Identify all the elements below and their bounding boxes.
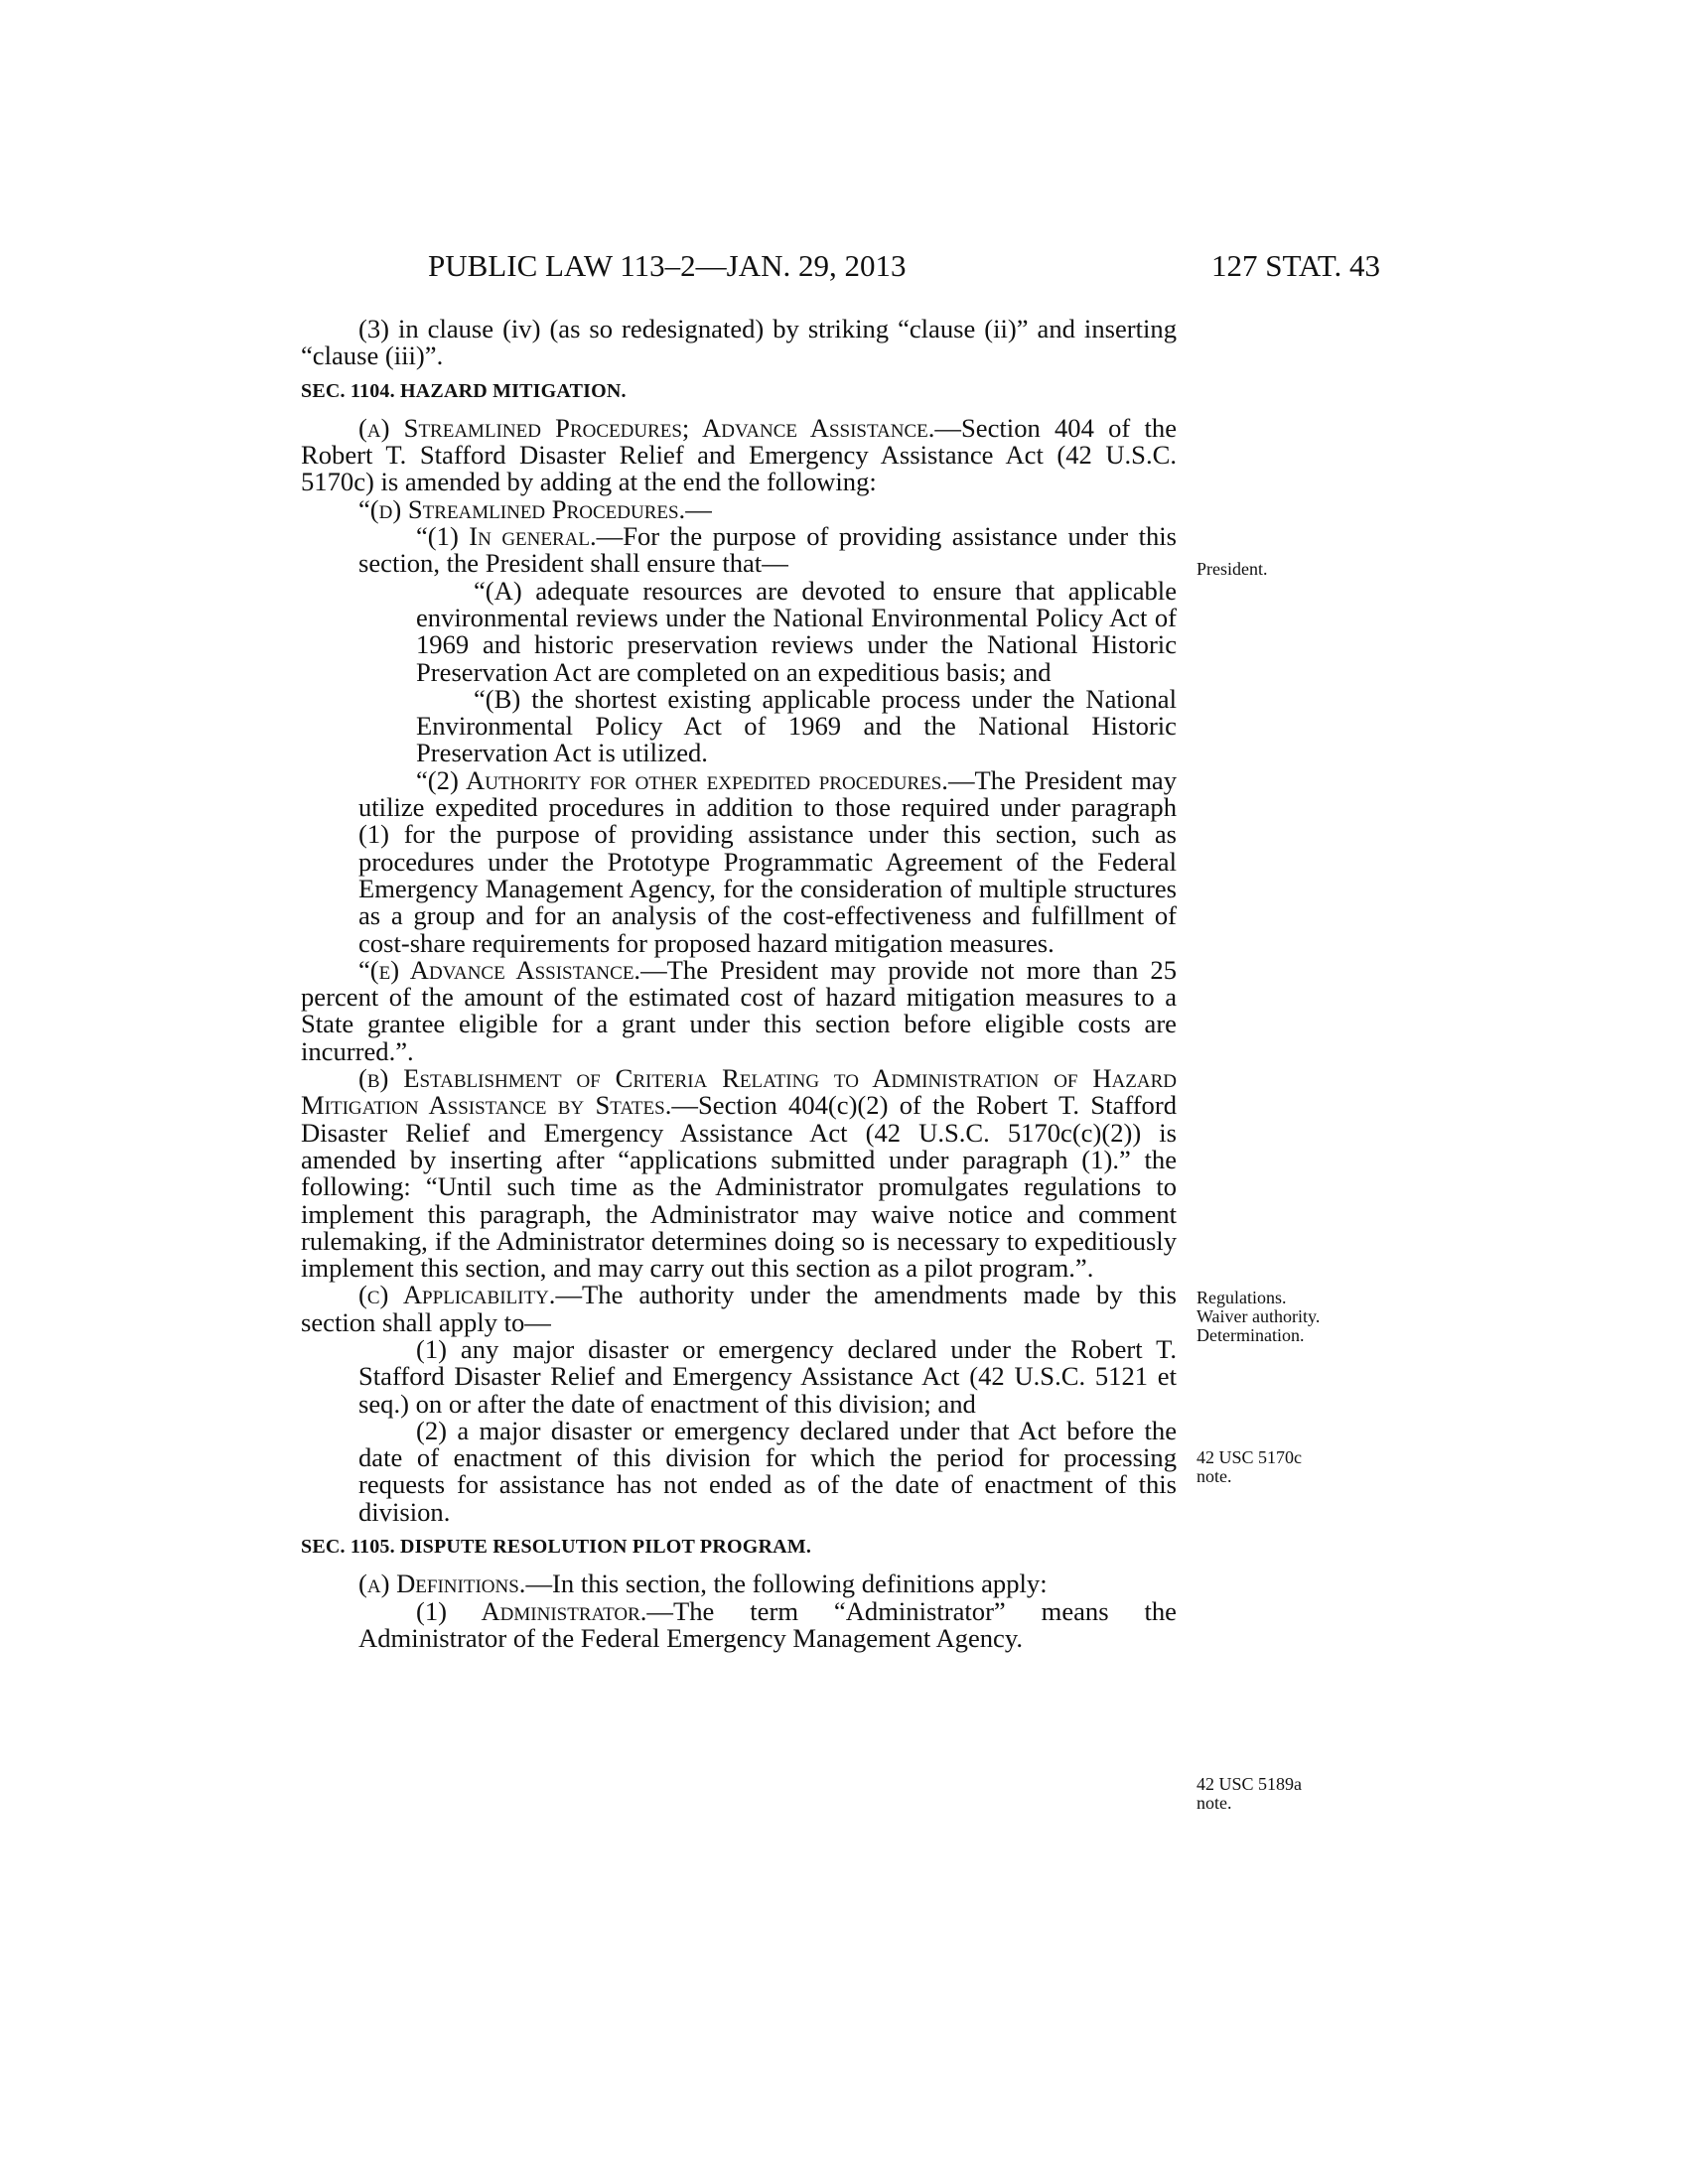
paragraph-d1	[301, 523, 1177, 578]
subsection-b-text: —Section 404(c)(2) of the Robert T. Stafford Disaster Relief and Emergency Assistance Act (42 U.S.C. 5170c(c)(2)) is amended by inserting after “applications submitted under paragraph (1).” the following: “Until such time as the Administrator promulgates regulations to implement this paragraph, the Administrator may waive notice and comment rulemaking, if the Administrator determines doing so is necessary to expeditiously implement this section, and may carry out this section as a pilot program.”.	[301, 1090, 1177, 1284]
subsection-a-text: —Section 404 of the Robert T. Stafford Disaster Relief and Emergency Assistance Act (42 U.S.C. 5170c) is amended by adding at the end the following:	[301, 412, 1177, 497]
header-page-number: 127 STAT. 43	[1210, 248, 1380, 283]
subsection-a-heading: (a) Streamlined Procedures; Advance Assistance.	[358, 412, 935, 443]
subparagraph-dA-text: “(A) adequate resources are devoted to ensure that applicable environmental reviews under the National Environmental Policy Act of 1969 and historic preservation reviews under the National Historic Preservation Act are completed on an expeditious basis; and	[416, 575, 1177, 687]
section-1105-paragraph-a1-text: —The term “Administrator” means the Administrator of the Federal Emergency Management Agency.	[358, 1595, 1177, 1653]
section-heading-1104: SEC. 1104. HAZARD MITIGATION.	[301, 379, 627, 402]
subsection-e-text: —The President may provide not more than 25 percent of the amount of the estimated cost of hazard mitigation measures to a State grantee eligible for a grant under this section before eligible costs are incurred.”.	[301, 954, 1177, 1066]
body-text	[301, 316, 1177, 1652]
margin-note-usc-5170c: 42 USC 5170c note.	[1196, 1447, 1303, 1486]
paragraph-d2	[301, 764, 1177, 958]
section-1105-subsection-a-heading: (a) Definitions.	[358, 1569, 526, 1599]
paragraph-d2-heading: “(2) Authority for other expedited procedures.	[416, 764, 948, 795]
paragraph-d2-text: —The President may utilize expedited procedures in addition to those required under paragraph (1) for the purpose of providing assistance under this section, such as procedures under the Prototype Programmatic Agreement of the Federal Emergency Management Agency, for the consideration of multiple structures as a group and for an analysis of the cost-effectiveness and fulfillment of cost-share requirements for proposed hazard mitigation measures.	[358, 764, 1177, 958]
paragraph-c1-text: (1) any major disaster or emergency declared under the Robert T. Stafford Disaster Relief and Emergency Assistance Act (42 U.S.C. 5121 et seq.) on or after the date of enactment of this division; and	[358, 1333, 1177, 1419]
subsection-b-heading: (b) Establishment of Criteria Relating to Administration of Hazard Mitigation Assistance by States.	[301, 1063, 1177, 1121]
paragraph-c2-text: (2) a major disaster or emergency declared under that Act before the date of enactment of this division for which the period for processing requests for assistance has not ended as of the date of enactment of this division.	[358, 1415, 1177, 1527]
paragraph-3-clause	[301, 316, 1177, 370]
subsection-d-heading: “(d) Streamlined Procedures.	[358, 493, 686, 524]
subsection-c-text: —The authority under the amendments made by this section shall apply to—	[301, 1280, 1178, 1337]
paragraph-text: (3) in clause (iv) (as so redesignated) by striking “clause (ii)” and inserting “clause (iii)”.	[301, 314, 1177, 371]
margin-note-president: President.	[1196, 559, 1268, 579]
subsection-c-heading: (c) Applicability.	[358, 1280, 556, 1310]
page-header	[298, 248, 1380, 292]
section-1105-subsection-a	[301, 1570, 1177, 1597]
margin-note-regulations: Regulations. Waiver authority. Determination.	[1196, 1288, 1321, 1345]
subsection-a	[301, 412, 1177, 497]
subsection-e	[301, 954, 1177, 1066]
header-title: PUBLIC LAW 113–2—JAN. 29, 2013	[428, 248, 907, 283]
subparagraph-dB	[301, 683, 1177, 768]
subsection-c	[301, 1282, 1177, 1336]
section-1105-subsection-a-text: —In this section, the following definitions apply:	[525, 1569, 1048, 1599]
subsection-b	[301, 1065, 1177, 1282]
margin-note-usc-5189a: 42 USC 5189a note.	[1196, 1774, 1303, 1813]
subparagraph-dA	[301, 575, 1177, 687]
subsection-d-text: —	[685, 493, 712, 524]
paragraph-c1	[301, 1333, 1177, 1419]
subsection-e-heading: “(e) Advance Assistance.	[358, 954, 641, 985]
section-heading-1105: SEC. 1105. DISPUTE RESOLUTION PILOT PROGRAM.	[301, 1536, 812, 1559]
paragraph-d1-text: —For the purpose of providing assistance under this section, the President shall ensure that—	[358, 521, 1177, 579]
subsection-d	[301, 493, 1177, 524]
section-1105-paragraph-a1-heading: (1) Administrator.	[416, 1595, 647, 1626]
paragraph-d1-heading: “(1) In general.	[416, 521, 597, 552]
subparagraph-dB-text: “(B) the shortest existing applicable process under the National Environmental Policy Act of 1969 and the National Historic Preservation Act is utilized.	[416, 683, 1177, 768]
section-1105-paragraph-a1	[301, 1595, 1177, 1653]
paragraph-c2	[301, 1415, 1177, 1527]
